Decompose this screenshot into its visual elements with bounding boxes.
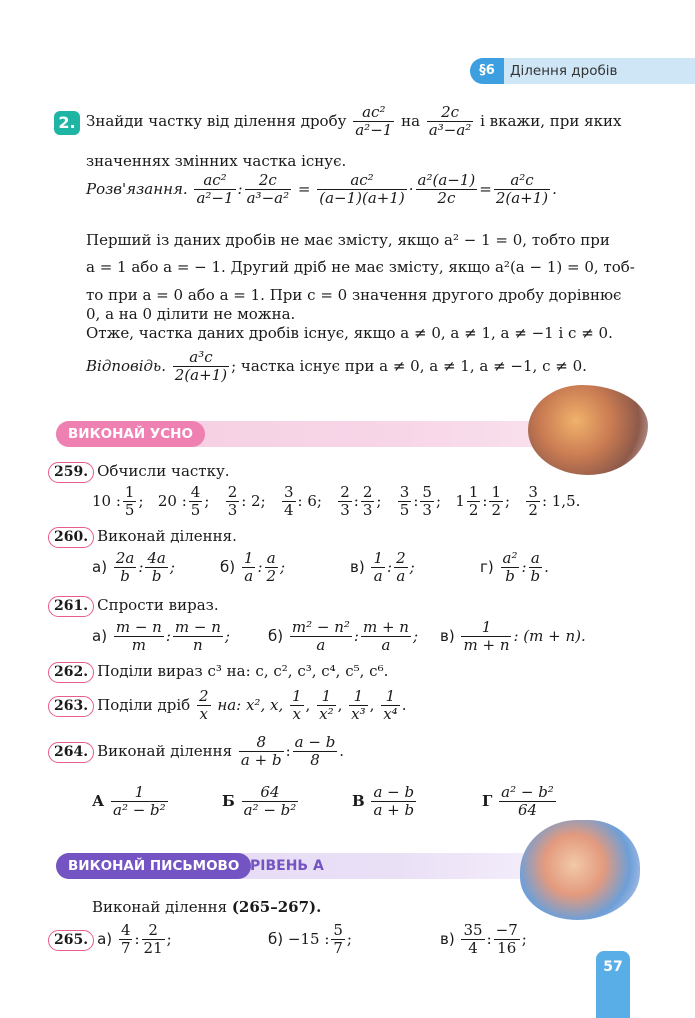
fraction: $\frac{35}{4}$ <box>463 921 483 958</box>
students-photo <box>520 820 640 920</box>
exercise-259: 259. Обчисли частку. <box>48 462 230 483</box>
task-intro: Виконай ділення (265–267). <box>92 898 322 916</box>
solution-paragraph-5: Отже, частка даних дробів існує, якщо a ≠ 0, a ≠ 1, a ≠ −1 і c ≠ 0. <box>86 324 613 342</box>
exercise-263: 263. Поділи дріб $\frac{2}{x}$ на: x², x, $\frac{1}{x}$ , $\frac{1}{\text{x²}}$ , $\frac{1}{\text{x³}}$ , $\frac{1}{\text{x⁴}}$ . <box>48 688 406 724</box>
fraction: $\frac{1}{\text{x³}}$ <box>351 687 366 724</box>
fraction: $\frac{\text{a³c}}{2(a+1)}$ <box>174 348 228 385</box>
fraction: $\frac{\text{ac²}}{\text{a²−1}}$ <box>196 171 234 208</box>
exercise-number: 264. <box>48 742 94 763</box>
exercise-265-b: б) −15 : $\frac{5}{7}$ ; <box>268 921 352 958</box>
fraction: $\frac{\text{a²(a−1)}}{2c}$ <box>417 171 476 208</box>
fraction: $\frac{3}{2}$ <box>528 483 538 520</box>
fraction: $\frac{\text{ac²}}{(a-1)(a+1)}$ <box>319 171 405 208</box>
fraction: $\frac{2}{3}$ <box>362 483 373 520</box>
fraction: $\frac{8}{a + b}$ <box>240 733 282 770</box>
fraction: $\frac{4}{5}$ <box>190 483 201 520</box>
exercise-259-items: 10 : $\frac{1}{5}$ ; 20 : $\frac{4}{5}$ ; $\frac{2}{3}$ : 2; $\frac{3}{4}$ : 6; $\frac{2}{3}$ : $\frac{2}{3}$ ; $\frac{3}{5}$ : $\frac{5}{3}$ ; 1 $\frac{1}{2}$ : $\frac{1}{2}$ ; $\frac{3}{2}$ : 1,5. <box>92 483 581 520</box>
oral-section-label: ВИКОНАЙ УСНО <box>56 421 205 447</box>
fraction: $\frac{2a}{b}$ <box>115 549 135 586</box>
fraction: $\frac{m + n}{a}$ <box>362 618 409 655</box>
exercise-number: 259. <box>48 462 94 483</box>
exercise-number: 265. <box>48 930 94 951</box>
exercise-261-b: б) $\frac{\text{m² − n²}}{a}$ : $\frac{m + n}{a}$ ; <box>268 618 419 655</box>
option-V: В $\frac{a - b}{a + b}$ <box>352 783 415 820</box>
answer-line: Відповідь. $\frac{\text{a³c}}{2(a+1)}$ ; частка існує при a ≠ 0, a ≠ 1, a ≠ −1, c ≠ 0. <box>86 348 587 385</box>
solution-paragraph-3: то при a = 0 або a = 1. При c = 0 значення другого дробу дорівнює <box>86 286 622 304</box>
fraction: $\frac{1}{\text{x⁴}}$ <box>383 687 398 724</box>
exercise-number: 260. <box>48 527 94 548</box>
solution-paragraph-1: Перший із даних дробів не має змісту, якщо a² − 1 = 0, тобто при <box>86 231 610 249</box>
fraction: $\frac{1}{\text{x²}}$ <box>319 687 334 724</box>
fraction: $\frac{3}{5}$ <box>399 483 410 520</box>
page-number: 57 <box>596 951 630 1018</box>
fraction: $\frac{1}{a}$ <box>243 549 254 586</box>
fraction: $\frac{a}{b}$ <box>530 549 541 586</box>
example-task-line1: Знайди частку від ділення дробу $\frac{\text{ac²}}{\text{a²−1}}$ на $\frac{2c}{\text{a³−a²}}$ і вкажи, при яких <box>86 103 622 140</box>
fraction: $\frac{2}{3}$ <box>227 483 238 520</box>
fraction: $\frac{\text{m² − n²}}{a}$ <box>291 618 350 655</box>
fraction: $\frac{\text{ac²}}{\text{a²−1}}$ <box>355 103 393 140</box>
exercise-number: 261. <box>48 596 94 617</box>
written-section-label: ВИКОНАЙ ПИСЬМОВО <box>56 853 251 879</box>
fraction: $\frac{1}{2}$ <box>491 483 502 520</box>
exercise-260: 260. Виконай ділення. <box>48 527 237 548</box>
fraction: $\frac{a}{2}$ <box>266 549 277 586</box>
exercise-number: 262. <box>48 662 94 683</box>
fraction: $\frac{2c}{\text{a³−a²}}$ <box>246 171 290 208</box>
fraction: $\frac{a - b}{a + b}$ <box>373 783 415 820</box>
fraction: $\frac{1}{5}$ <box>124 483 135 520</box>
fraction: $\frac{1}{x}$ <box>292 687 302 724</box>
solution-paragraph-2: a = 1 або a = − 1. Другий дріб не має змісту, якщо a²(a − 1) = 0, тоб- <box>86 258 635 276</box>
option-B: Б $\frac{64}{\text{a² − b²}}$ <box>222 783 297 820</box>
exercise-264: 264. Виконай ділення $\frac{8}{a + b}$ : $\frac{a - b}{8}$ . <box>48 734 344 770</box>
fraction: $\frac{2}{21}$ <box>143 921 163 958</box>
example-task-line2: значеннях змінних частка існує. <box>86 152 347 170</box>
exercise-260-a: а) $\frac{2a}{b}$ : $\frac{4a}{b}$ ; <box>92 549 175 586</box>
solution-paragraph-4: 0, а на 0 ділити не можна. <box>86 305 296 323</box>
option-A: А $\frac{1}{\text{a² − b²}}$ <box>92 783 166 820</box>
fraction: $\frac{1}{\text{a² − b²}}$ <box>113 783 166 820</box>
exercise-260-v: в) $\frac{1}{a}$ : $\frac{2}{a}$ ; <box>350 549 415 586</box>
exercise-262: 262. Поділи вираз c³ на: c, c², c³, c⁴, c⁵, c⁶. <box>48 662 388 683</box>
fraction: $\frac{m - n}{n}$ <box>174 618 221 655</box>
exercise-261: 261. Спрости вираз. <box>48 596 219 617</box>
fraction: $\frac{4}{7}$ <box>120 921 131 958</box>
fraction: $\frac{1}{2}$ <box>468 483 479 520</box>
solution-label: Розв'язання. <box>86 179 188 198</box>
fraction: $\frac{\text{a²c}}{2(a+1)}$ <box>495 171 549 208</box>
answer-label: Відповідь. <box>86 356 166 375</box>
exercise-number: 263. <box>48 696 94 717</box>
solution-line: Розв'язання. $\frac{\text{ac²}}{\text{a²−1}}$ : $\frac{2c}{\text{a³−a²}}$ = $\frac{\text{ac²}}{(a-1)(a+1)}$ · $\frac{\text{a²(a−1)}}{2c}$ = $\frac{\text{a²c}}{2(a+1)}$ . <box>86 171 557 208</box>
fraction: $\frac{\text{a²}}{b}$ <box>502 549 518 586</box>
exercise-260-b: б) $\frac{1}{a}$ : $\frac{a}{2}$ ; <box>220 549 286 586</box>
fraction: $\frac{1}{a}$ <box>373 549 384 586</box>
fraction: $\frac{1}{m + n}$ <box>463 618 510 655</box>
fraction: $\frac{2}{a}$ <box>396 549 406 586</box>
option-G: Г $\frac{\text{a² − b²}}{64}$ <box>482 783 554 820</box>
exercise-265-v: в) $\frac{35}{4}$ : $\frac{-7}{16}$ ; <box>440 921 527 958</box>
fraction: $\frac{m - n}{m}$ <box>115 618 162 655</box>
fraction: $\frac{\text{a² − b²}}{64}$ <box>501 783 554 820</box>
fraction: $\frac{5}{3}$ <box>422 483 432 520</box>
fraction: $\frac{2c}{\text{a³−a²}}$ <box>428 103 472 140</box>
level-label: РІВЕНЬ А <box>250 858 324 874</box>
fraction: $\frac{3}{4}$ <box>283 483 294 520</box>
exercise-261-a: а) $\frac{m - n}{m}$ : $\frac{m - n}{n}$ ; <box>92 618 230 655</box>
exercise-260-g: г) $\frac{\text{a²}}{b}$ : $\frac{a}{b}$ . <box>480 549 549 586</box>
section-number: §6 <box>470 58 504 84</box>
exercise-261-v: в) $\frac{1}{m + n}$ : (m + n). <box>440 618 586 655</box>
example-badge: 2. <box>54 111 80 135</box>
section-title: Ділення дробів <box>510 63 618 79</box>
fraction: $\frac{2}{x}$ <box>199 687 209 724</box>
fraction: $\frac{4a}{b}$ <box>147 549 166 586</box>
exercise-265-a: 265. а) $\frac{4}{7}$ : $\frac{2}{21}$ ; <box>48 922 172 958</box>
fraction: $\frac{2}{3}$ <box>340 483 350 520</box>
fraction: $\frac{a - b}{8}$ <box>294 733 336 770</box>
fraction: $\frac{-7}{16}$ <box>495 921 518 958</box>
students-high-five-photo <box>528 385 648 475</box>
fraction: $\frac{5}{7}$ <box>333 921 343 958</box>
fraction: $\frac{64}{\text{a² − b²}}$ <box>243 783 297 820</box>
